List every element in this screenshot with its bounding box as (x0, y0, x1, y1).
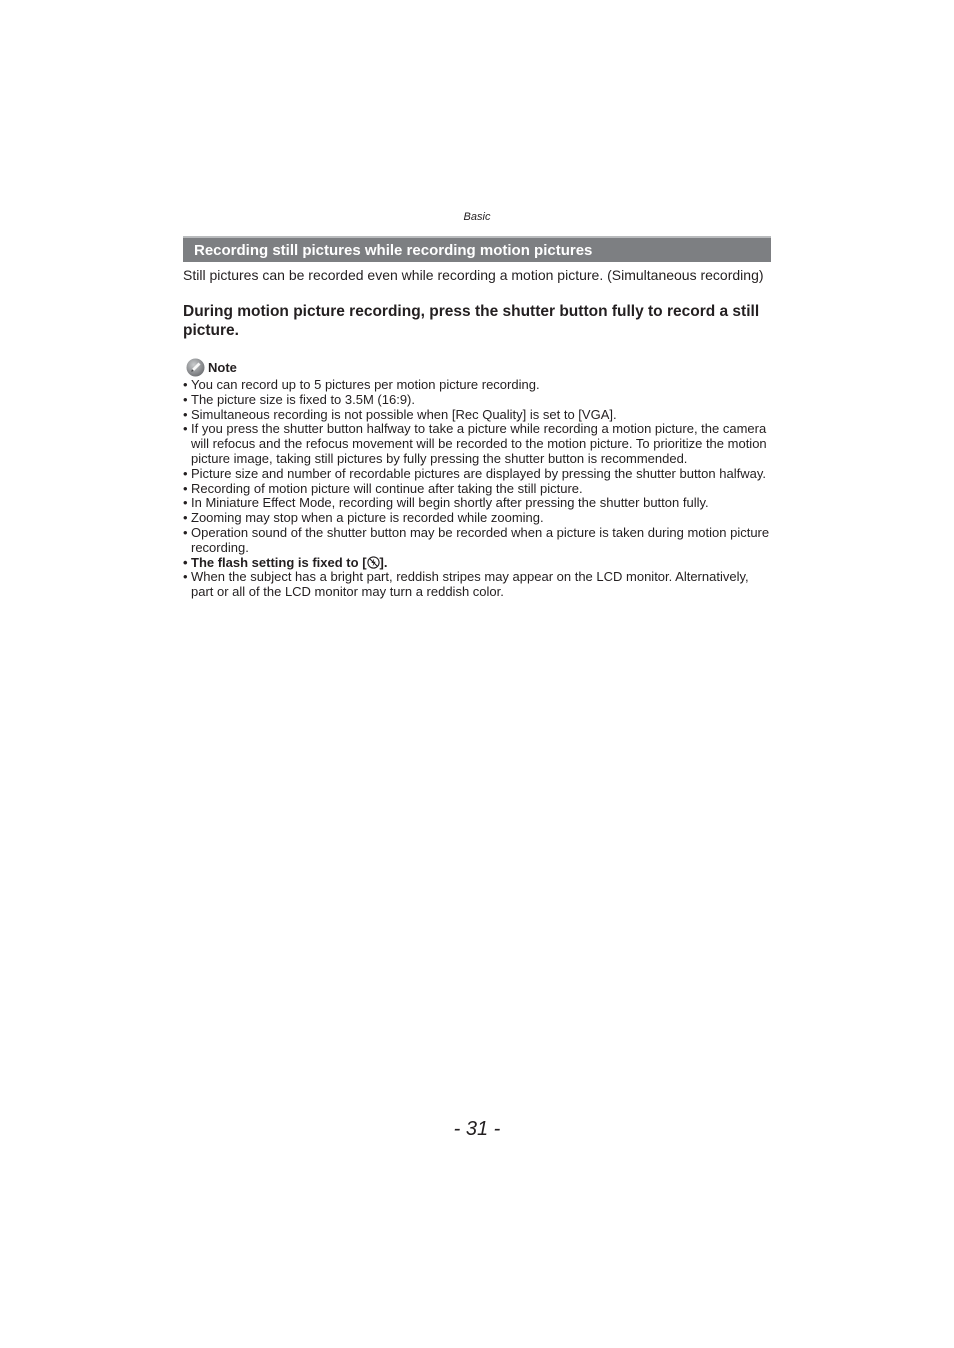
list-item: • You can record up to 5 pictures per motion picture recording. (183, 378, 771, 393)
list-item: • If you press the shutter button halfway to take a picture while recording a motion picture, the camera will refocus and the refocus movement will be recorded to the motion picture. To prioritize the motion picture image, taking still pictures by fully pressing the shutter button is recommended. (183, 422, 771, 466)
page-content (183, 236, 771, 600)
section-label: Basic (463, 211, 491, 223)
instruction-text: During motion picture recording, press the shutter button fully to record a still picture. (183, 303, 760, 339)
pencil-note-icon (186, 358, 205, 377)
list-item: • Picture size and number of recordable pictures are displayed by pressing the shutter button halfway. (183, 467, 771, 482)
flash-suffix: ]. (379, 554, 388, 570)
list-item: • Zooming may stop when a picture is recorded while zooming. (183, 511, 771, 526)
list-item: • Simultaneous recording is not possible when [Rec Quality] is set to [VGA]. (183, 408, 771, 423)
intro-text: Still pictures can be recorded even while recording a motion picture. (Simultaneous recording) (183, 267, 764, 283)
section-title: Recording still pictures while recording motion pictures (183, 236, 771, 262)
page-number: - 31 - (453, 1118, 501, 1140)
list-item: • The picture size is fixed to 3.5M (16:9). (183, 393, 771, 408)
list-item: • Operation sound of the shutter button may be recorded when a picture is taken during motion picture recording. (183, 526, 771, 556)
list-item-flash (183, 556, 771, 571)
flash-off-icon (367, 556, 380, 569)
note-list (183, 378, 771, 600)
flash-prefix: The flash setting is fixed to [ (191, 554, 367, 570)
note-header (183, 357, 771, 377)
list-item: • In Miniature Effect Mode, recording will begin shortly after pressing the shutter button fully. (183, 496, 771, 511)
list-item: • When the subject has a bright part, reddish stripes may appear on the LCD monitor. Alternatively, part or all of the LCD monitor may turn a reddish color. (183, 570, 771, 600)
list-item: • Recording of motion picture will continue after taking the still picture. (183, 482, 771, 497)
note-label: Note (208, 360, 237, 375)
